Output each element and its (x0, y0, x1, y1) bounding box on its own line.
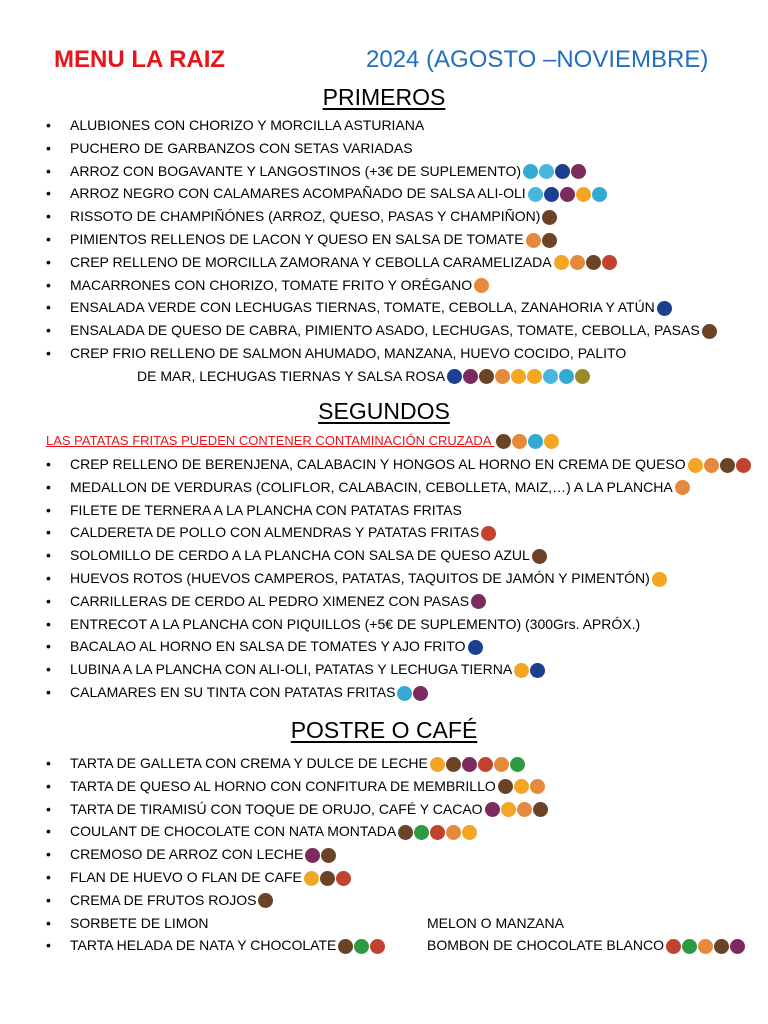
mollusc-icon (592, 187, 607, 202)
allergen-icons (447, 366, 591, 389)
menu-item-text: TARTA DE GALLETA CON CREMA Y DULCE DE LECHE (70, 755, 428, 771)
sulphite-icon (413, 686, 428, 701)
celery-icon (354, 939, 369, 954)
sulphite-icon (560, 187, 575, 202)
menu-item-text: SORBETE DE LIMON (70, 914, 209, 931)
menu-item-text: PIMIENTOS RELLENOS DE LACON Y QUESO EN SALSA DE TOMATE (70, 230, 524, 247)
crustacean-icon (539, 164, 554, 179)
fish-icon (468, 640, 483, 655)
menu-item-text: SOLOMILLO DE CERDO A LA PLANCHA CON SALSA DE QUESO AZUL (70, 547, 530, 564)
egg-icon (462, 825, 477, 840)
celery-icon (682, 939, 697, 954)
egg-icon (304, 871, 319, 886)
menu-item-text: CREMA DE FRUTOS ROJOS (70, 891, 257, 908)
menu-item-text: COULANT DE CHOCOLATE CON NATA MONTADA (70, 823, 397, 840)
menu-item-text: MEDALLON DE VERDURAS (COLIFLOR, CALABACIN, CEBOLLETA, MAIZ,…) A LA PLANCHA (70, 478, 673, 495)
allergen-icons (526, 229, 558, 252)
allergen-icons (258, 890, 274, 913)
nuts-icon (602, 255, 617, 270)
menu-item-text: TARTA DE QUESO AL HORNO CON CONFITURA DE MEMBRILLO (70, 777, 496, 794)
allergen-icons (532, 545, 548, 568)
menu-item-text: CREP RELLENO DE BERENJENA, CALABACIN Y HONGOS AL HORNO EN CREMA DE QUESO (70, 456, 686, 472)
menu-item-text: ENTRECOT A LA PLANCHA CON PIQUILLOS (+5€ DE SUPLEMENTO) (300Grs. APRÓX.) (70, 615, 641, 632)
section-title-segundos: SEGUNDOS (318, 398, 450, 424)
section-title-postres: POSTRE O CAFÉ (290, 717, 478, 743)
allergen-icons (702, 320, 718, 343)
menu-item (0, 114, 768, 137)
milk-icon (496, 434, 511, 449)
crustacean-icon (528, 187, 543, 202)
menu-item (0, 544, 768, 567)
menu-item-alternative-text: BOMBON DE CHOCOLATE BLANCO (427, 937, 665, 954)
nuts-icon (481, 526, 496, 541)
allergen-icons (430, 753, 526, 776)
allergen-icons (652, 568, 668, 591)
allergen-icons (498, 776, 546, 799)
gluten-icon (526, 233, 541, 248)
menu-item (0, 137, 768, 160)
sulphite-icon (463, 369, 478, 384)
menu-item-text: RISSOTO DE CHAMPIÑÓNES (ARROZ, QUESO, PASAS Y CHAMPIÑON) (70, 208, 541, 225)
menu-item (0, 889, 768, 912)
egg-icon (688, 458, 703, 473)
fish-icon (555, 164, 570, 179)
menu-item-text: HUEVOS ROTOS (HUEVOS CAMPEROS, PATATAS, TAQUITOS DE JAMÓN Y PIMENTÓN) (70, 569, 650, 586)
sulphite-icon (462, 757, 477, 772)
menu-item (0, 182, 768, 205)
menu-item-alternative-text: MELON O MANZANA (427, 914, 564, 931)
milk-icon (498, 779, 513, 794)
menu-item (0, 499, 768, 522)
menu-title: MENU LA RAIZ (54, 46, 226, 73)
menu-item-text: TARTA HELADA DE NATA Y CHOCOLATE (70, 937, 337, 954)
fish-icon (530, 663, 545, 678)
fish-icon (657, 301, 672, 316)
milk-icon (542, 210, 557, 225)
menu-item (0, 843, 768, 866)
milk-icon (542, 233, 557, 248)
menu-header (0, 46, 768, 82)
allergen-icons (675, 477, 691, 500)
allergen-icons (485, 798, 549, 821)
milk-icon (702, 324, 717, 339)
allergen-icons (528, 183, 608, 206)
allergen-icons (304, 867, 352, 890)
milk-icon (398, 825, 413, 840)
primeros-list (0, 114, 768, 388)
menu-item-text: TARTA DE TIRAMISÚ CON TOQUE DE ORUJO, CAFÉ Y CACAO (70, 800, 483, 817)
egg-icon (430, 757, 445, 772)
milk-icon (479, 369, 494, 384)
allergen-icons (398, 821, 478, 844)
allergen-icons (542, 206, 558, 229)
mollusc-icon (523, 164, 538, 179)
menu-item (0, 866, 768, 889)
mustard-icon (575, 369, 590, 384)
fish-icon (544, 187, 559, 202)
menu-item (0, 590, 768, 613)
nuts-icon (666, 939, 681, 954)
sulphite-icon (305, 848, 320, 863)
menu-item (0, 296, 768, 319)
menu-item (0, 635, 768, 658)
allergen-icons (305, 844, 337, 867)
menu-item (0, 205, 768, 228)
gluten-icon (446, 825, 461, 840)
nuts-icon (430, 825, 445, 840)
milk-icon (446, 757, 461, 772)
postres-list (0, 752, 768, 957)
menu-item (0, 775, 768, 798)
gluten-icon (675, 480, 690, 495)
sulphite-icon (471, 594, 486, 609)
menu-item (0, 681, 768, 704)
menu-item-alternative (427, 934, 746, 958)
menu-period: 2024 (AGOSTO –NOVIEMBRE) (366, 46, 709, 73)
milk-icon (338, 939, 353, 954)
allergen-icons (474, 274, 490, 297)
milk-icon (714, 939, 729, 954)
gluten-icon (474, 278, 489, 293)
menu-item (0, 658, 768, 681)
egg-icon (544, 434, 559, 449)
milk-icon (533, 802, 548, 817)
milk-icon (320, 871, 335, 886)
gluten-icon (517, 802, 532, 817)
menu-item-text: CREMOSO DE ARROZ CON LECHE (70, 846, 304, 863)
fish-icon (447, 369, 462, 384)
milk-icon (532, 549, 547, 564)
menu-item-text: PUCHERO DE GARBANZOS CON SETAS VARIADAS (70, 139, 413, 156)
menu-item-text: ARROZ CON BOGAVANTE Y LANGOSTINOS (+3€ DE SUPLEMENTO) (70, 162, 522, 179)
notice-text: LAS PATATAS FRITAS PUEDEN CONTENER CONTAMINACIÓN CRUZADA (46, 433, 491, 448)
segundos-list (0, 453, 768, 704)
sulphite-icon (730, 939, 745, 954)
egg-icon (514, 779, 529, 794)
menu-item (0, 319, 768, 342)
gluten-icon (698, 939, 713, 954)
milk-icon (321, 848, 336, 863)
allergen-icons (657, 297, 673, 320)
gluten-icon (495, 369, 510, 384)
milk-icon (720, 458, 735, 473)
allergen-icons (338, 935, 386, 958)
allergen-icons (468, 636, 484, 659)
milk-icon (258, 893, 273, 908)
menu-item (0, 567, 768, 590)
gluten-icon (494, 757, 509, 772)
allergen-icons (554, 252, 618, 275)
egg-icon (576, 187, 591, 202)
notice-allergens (496, 434, 560, 450)
sulphite-icon (485, 802, 500, 817)
egg-icon (501, 802, 516, 817)
menu-item (0, 365, 768, 388)
menu-item (0, 160, 768, 183)
menu-item-text: ENSALADA DE QUESO DE CABRA, PIMIENTO ASADO, LECHUGAS, TOMATE, CEBOLLA, PASAS (70, 322, 700, 339)
menu-item-text: ALUBIONES CON CHORIZO Y MORCILLA ASTURIANA (70, 117, 425, 133)
menu-item (0, 476, 768, 499)
milk-icon (586, 255, 601, 270)
nuts-icon (336, 871, 351, 886)
menu-item-alternative (427, 912, 564, 935)
menu-item (0, 228, 768, 251)
mollusc-icon (397, 686, 412, 701)
menu-item-text: CARRILLERAS DE CERDO AL PEDRO XIMENEZ CON PASAS (70, 592, 470, 609)
allergen-icons (514, 659, 546, 682)
gluten-icon (570, 255, 585, 270)
section-title-primeros: PRIMEROS (322, 84, 446, 110)
egg-icon (554, 255, 569, 270)
egg-icon (527, 369, 542, 384)
menu-item-text: BACALAO AL HORNO EN SALSA DE TOMATES Y AJO FRITO (70, 638, 466, 655)
mollusc-icon (528, 434, 543, 449)
menu-item-text: MACARRONES CON CHORIZO, TOMATE FRITO Y ORÉGANO (70, 276, 473, 293)
menu-item (0, 251, 768, 274)
menu-item-text: LUBINA A LA PLANCHA CON ALI-OLI, PATATAS Y LECHUGA TIERNA (70, 661, 513, 678)
menu-item-text: DE MAR, LECHUGAS TIERNAS Y SALSA ROSA (137, 367, 446, 384)
egg-icon (652, 572, 667, 587)
allergen-icons (666, 935, 746, 958)
menu-item (0, 613, 768, 636)
menu-item (0, 342, 768, 365)
cross-contamination-notice (46, 433, 560, 450)
egg-icon (511, 369, 526, 384)
allergen-icons (688, 454, 752, 477)
nuts-icon (370, 939, 385, 954)
menu-item-text: CALDERETA DE POLLO CON ALMENDRAS Y PATATAS FRITAS (70, 524, 480, 541)
gluten-icon (704, 458, 719, 473)
allergen-icons (397, 682, 429, 705)
menu-item-text: FILETE DE TERNERA A LA PLANCHA CON PATATAS FRITAS (70, 501, 462, 518)
menu-item-text: CREP RELLENO DE MORCILLA ZAMORANA Y CEBOLLA CARAMELIZADA (70, 253, 552, 270)
menu-item (0, 820, 768, 843)
allergen-icons (481, 522, 497, 545)
mollusc-icon (559, 369, 574, 384)
menu-item (0, 934, 768, 957)
menu-item (0, 274, 768, 297)
allergen-icons (523, 160, 587, 183)
menu-item-text: ENSALADA VERDE CON LECHUGAS TIERNAS, TOMATE, CEBOLLA, ZANAHORIA Y ATÚN (70, 299, 655, 316)
menu-item-text: CALAMARES EN SU TINTA CON PATATAS FRITAS (70, 683, 396, 700)
menu-item (0, 453, 768, 476)
menu-item (0, 521, 768, 544)
menu-item-text: ARROZ NEGRO CON CALAMARES ACOMPAÑADO DE SALSA ALI-OLI (70, 185, 526, 202)
sulphite-icon (571, 164, 586, 179)
egg-icon (514, 663, 529, 678)
gluten-icon (530, 779, 545, 794)
menu-item-text: FLAN DE HUEVO O FLAN DE CAFE (70, 868, 302, 885)
menu-item (0, 912, 768, 935)
celery-icon (510, 757, 525, 772)
celery-icon (414, 825, 429, 840)
crustacean-icon (543, 369, 558, 384)
gluten-icon (512, 434, 527, 449)
menu-item-text: CREP FRIO RELLENO DE SALMON AHUMADO, MANZANA, HUEVO COCIDO, PALITO (70, 344, 627, 361)
nuts-icon (736, 458, 751, 473)
nuts-icon (478, 757, 493, 772)
allergen-icons (471, 591, 487, 614)
menu-item (0, 798, 768, 821)
menu-item (0, 752, 768, 775)
